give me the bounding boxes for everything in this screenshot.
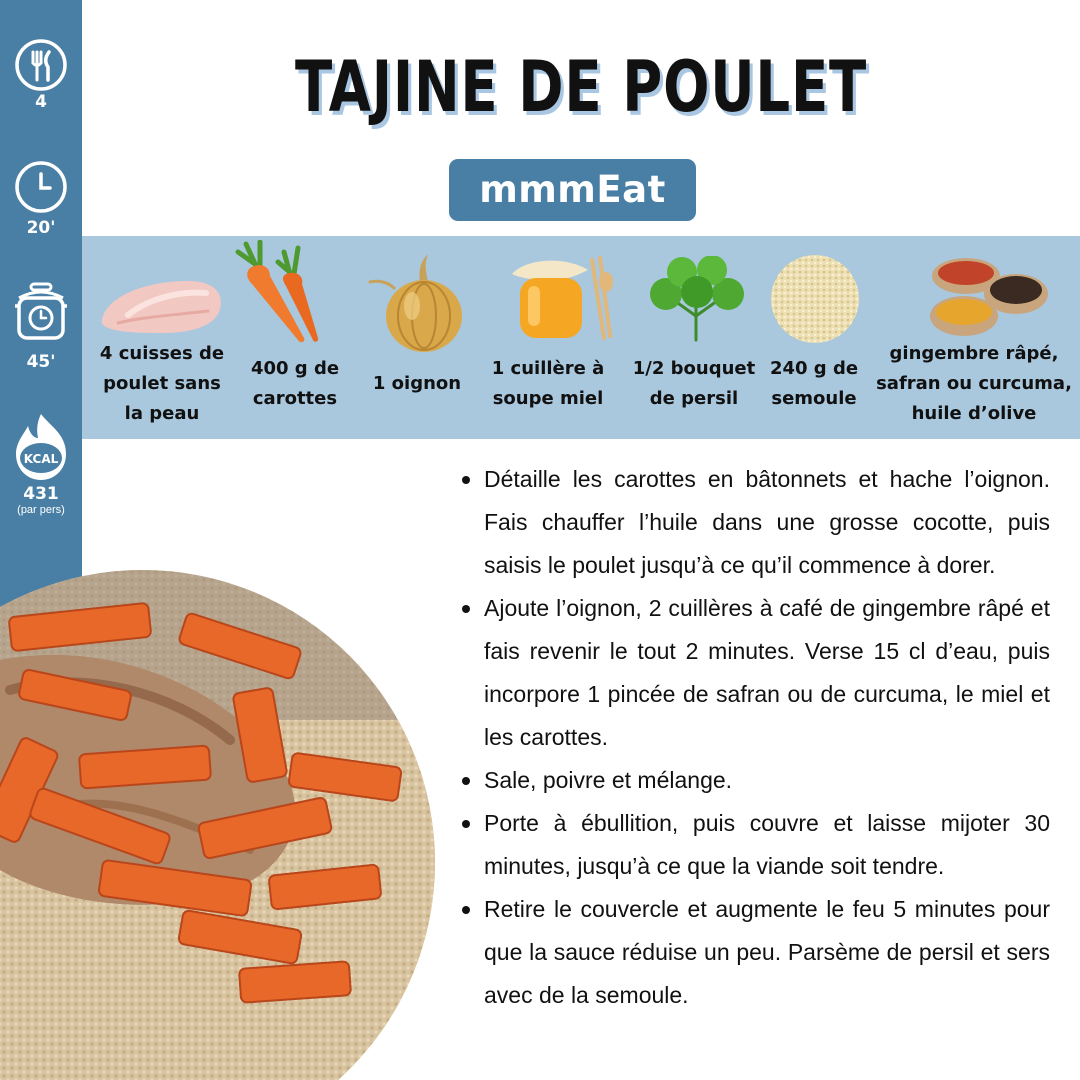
step-item: Sale, poivre et mélange.: [458, 759, 1050, 802]
cook-time-value: 45': [26, 352, 56, 372]
step-item: Détaille les carottes en bâtonnets et hache l’oignon. Fais chauffer l’huile dans une grosse cocotte, puis saisis le poulet jusqu’à ce qu’il commence à dorer.: [458, 458, 1050, 587]
honey-jar-icon: [506, 252, 622, 342]
calories-unit: (par pers): [17, 504, 65, 516]
recipe-title: TAJINE DE POULET: [294, 46, 868, 128]
chicken-icon: [98, 275, 226, 337]
instructions-list: [458, 458, 1050, 1017]
flame-kcal-icon: [10, 412, 72, 482]
dish-photo: [0, 570, 435, 1080]
cooking-pot-icon: [9, 280, 73, 344]
ingredient-chicken: 4 cuisses de poulet sans la peau: [99, 343, 225, 424]
brand-logo: mmmEat: [449, 159, 696, 221]
tajine-dish-illustration: [0, 570, 435, 1080]
ingredient-onion: 1 oignon: [372, 373, 462, 394]
step-item: Porte à ébullition, puis couvre et laisse mijoter 30 minutes, jusqu’à ce que la viande soit tendre.: [458, 802, 1050, 888]
prep-time-value: 20': [26, 218, 56, 238]
servings-stat: [0, 38, 82, 112]
calories-value: 431: [23, 484, 59, 504]
prep-time-stat: [0, 160, 82, 238]
step-item: Ajoute l’oignon, 2 cuillères à café de gingembre râpé et fais revenir le tout 2 minutes. Verse 15 cl d’eau, puis incorpore 1 pincée de safran ou de curcuma, le miel et les carottes.: [458, 587, 1050, 759]
ingredient-parsley: 1/2 bouquet de persil: [632, 358, 756, 409]
ingredient-semolina: 240 g de semoule: [769, 358, 859, 409]
ingredient-carrots: 400 g de carottes: [250, 358, 340, 409]
step-item: Retire le couvercle et augmente le feu 5 minutes pour que la sauce réduise un peu. Parsème de persil et sers avec de la semoule.: [458, 888, 1050, 1017]
parsley-icon: [648, 256, 746, 344]
fork-knife-icon: [14, 38, 68, 92]
ingredient-honey: 1 cuillère à soupe miel: [491, 358, 605, 409]
ingredient-spices: gingembre râpé, safran ou curcuma, huile d’olive: [876, 343, 1072, 424]
calories-stat: [0, 412, 82, 517]
cook-time-stat: [0, 280, 82, 372]
clock-icon: [14, 160, 68, 214]
servings-value: 4: [35, 92, 47, 112]
semolina-icon: [768, 252, 862, 346]
carrot-icon: [234, 240, 334, 344]
spices-icon: [920, 254, 1052, 344]
kcal-badge: KCAL: [23, 452, 59, 466]
